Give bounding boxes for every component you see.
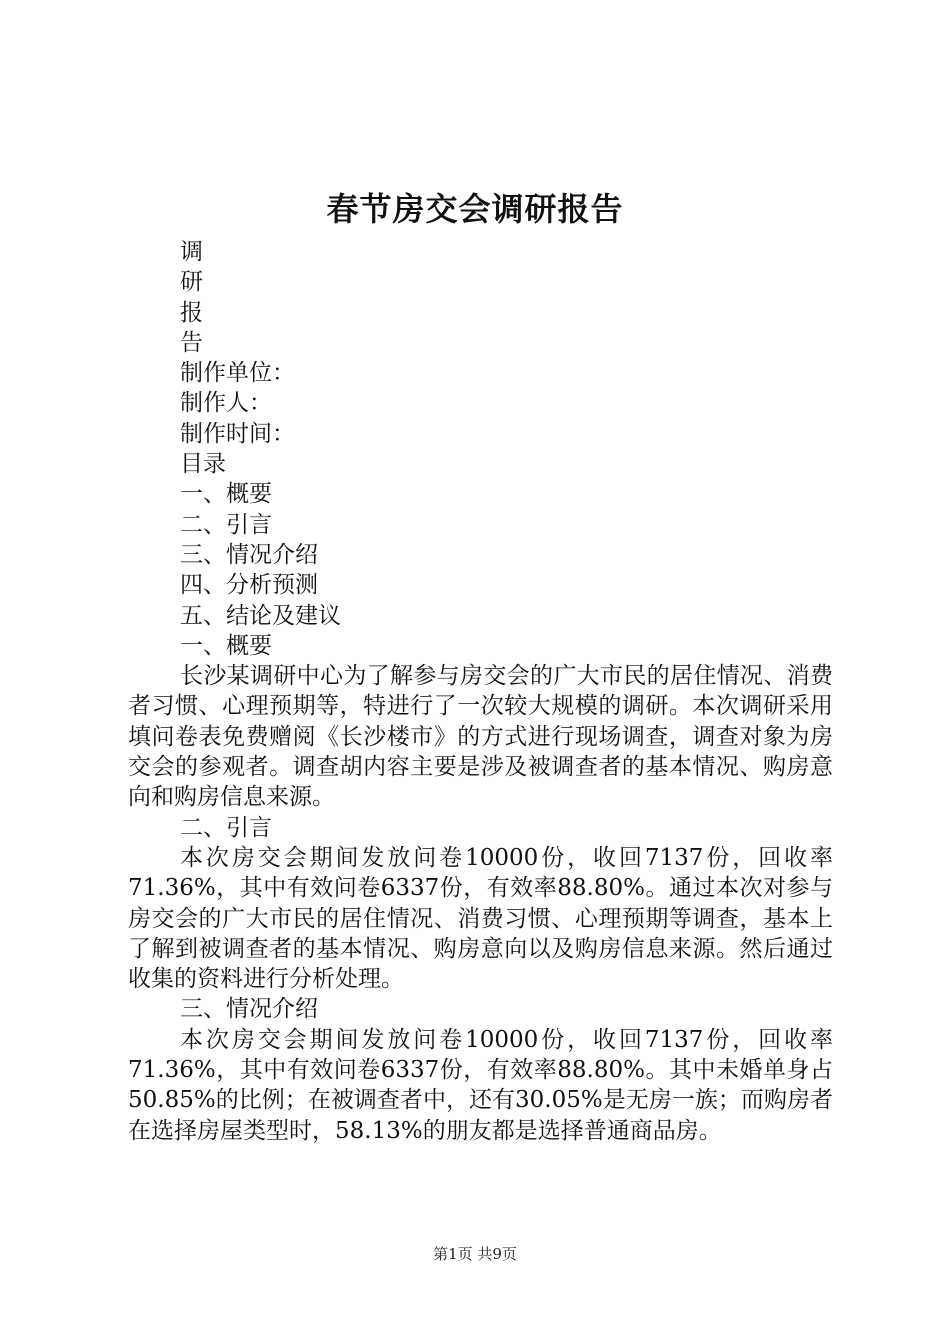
section-heading: 二、引言 bbox=[180, 814, 272, 841]
toc-item: 一、概要 bbox=[180, 481, 272, 508]
section-paragraph: 长沙某调研中心为了解参与房交会的广大市民的居住情况、消费者习惯、心理预期等，特进行了一次较大规模的调研。本次调研采用填问卷表免费赠阅《长沙楼市》的方式进行现场调查，调查对象为房交会的参观者。调查胡内容主要是涉及被调查者的基本情况、购房意向和购房信息来源。 bbox=[128, 663, 833, 811]
cover-line: 告 bbox=[180, 329, 203, 356]
section-heading: 一、概要 bbox=[180, 632, 272, 659]
toc-heading: 目录 bbox=[180, 451, 226, 478]
page-number-footer: 第1页 共9页 bbox=[433, 1245, 517, 1263]
toc-item: 五、结论及建议 bbox=[180, 602, 341, 629]
document-body bbox=[128, 237, 833, 1146]
document-title: 春节房交会调研报告 bbox=[326, 190, 624, 228]
toc-item: 二、引言 bbox=[180, 511, 272, 538]
section-paragraph: 本次房交会期间发放问卷10000份，收回7137份，回收率71.36%，其中有效问卷6337份，有效率88.80%。其中未婚单身占50.85%的比例；在被调查者中，还有30.05%是无房一族；而购房者在选择房屋类型时，58.13%的朋友都是选择普通商品房。 bbox=[128, 1026, 833, 1144]
section-paragraph: 本次房交会期间发放问卷10000份，收回7137份，回收率71.36%，其中有效问卷6337份，有效率88.80%。通过本次对参与房交会的广大市民的居住情况、消费习惯、心理预期等调查，基本上了解到被调查者的基本情况、购房意向以及购房信息来源。然后通过收集的资料进行分析处理。 bbox=[128, 844, 833, 993]
toc-item: 三、情况介绍 bbox=[180, 541, 318, 568]
cover-line: 报 bbox=[180, 299, 203, 326]
producer-label: 制作人： bbox=[180, 390, 272, 417]
toc-item: 四、分析预测 bbox=[180, 572, 318, 599]
producer-unit-label: 制作单位： bbox=[180, 360, 295, 387]
cover-line: 调 bbox=[180, 239, 203, 265]
section-heading: 三、情况介绍 bbox=[180, 996, 318, 1023]
production-time-label: 制作时间： bbox=[180, 420, 295, 447]
cover-line: 研 bbox=[180, 269, 203, 296]
